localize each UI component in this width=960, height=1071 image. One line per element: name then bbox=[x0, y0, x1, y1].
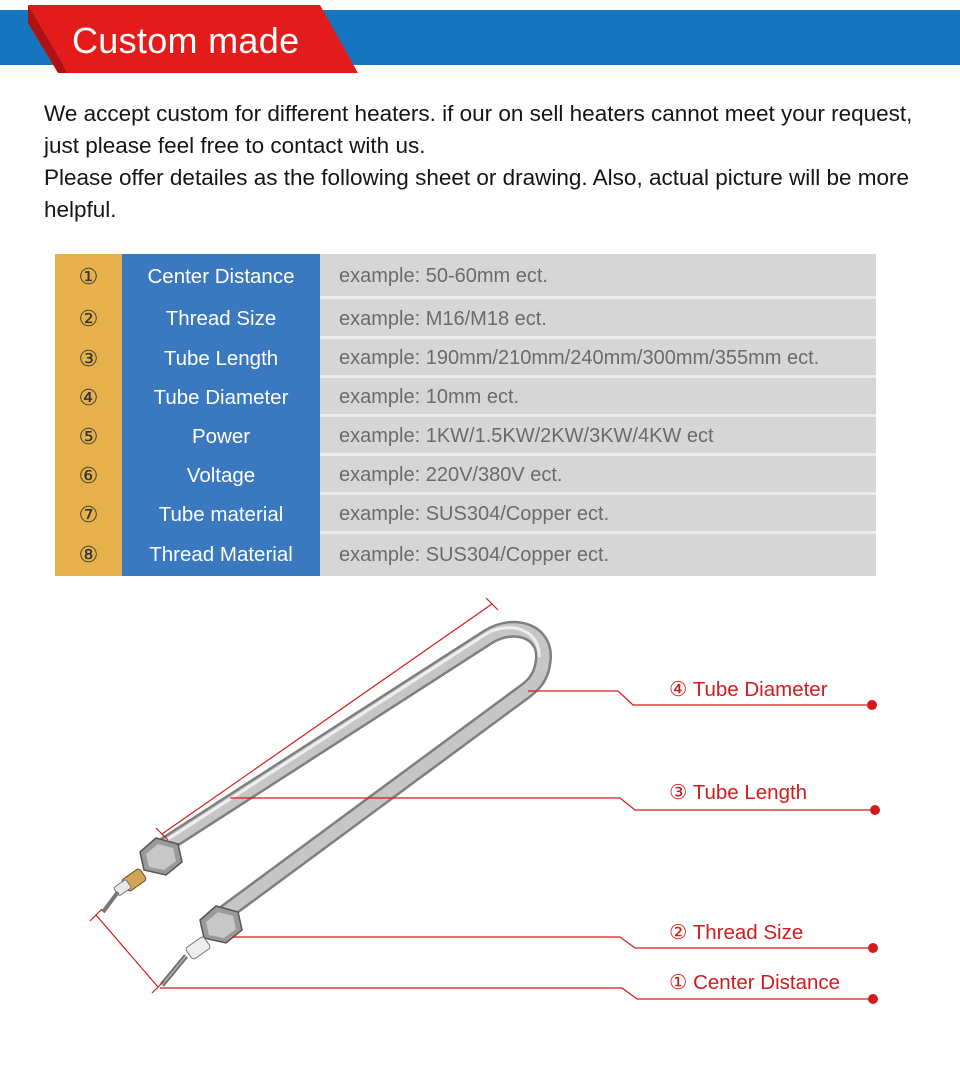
row-param: Tube material bbox=[122, 495, 320, 534]
dimension-lines bbox=[90, 598, 498, 993]
row-example: example: 1KW/1.5KW/2KW/3KW/4KW ect bbox=[320, 417, 876, 456]
row-number: ④ bbox=[55, 378, 122, 417]
row-param: Power bbox=[122, 417, 320, 456]
row-example: example: 10mm ect. bbox=[320, 378, 876, 417]
row-number: ⑤ bbox=[55, 417, 122, 456]
page-title: Custom made bbox=[72, 20, 300, 61]
callout-center-distance: ① Center Distance bbox=[669, 971, 841, 994]
callout-tube-length: ③ Tube Length bbox=[669, 781, 808, 804]
row-param: Tube Diameter bbox=[122, 378, 320, 417]
lower-fitting bbox=[162, 906, 242, 985]
row-example: example: SUS304/Copper ect. bbox=[320, 534, 876, 576]
heater-diagram bbox=[0, 590, 960, 1066]
row-param: Thread Material bbox=[122, 534, 320, 576]
row-param: Voltage bbox=[122, 456, 320, 495]
table-row bbox=[55, 339, 876, 378]
table-row bbox=[55, 299, 876, 339]
row-example: example: 190mm/210mm/240mm/300mm/355mm ect. bbox=[320, 339, 876, 378]
table-row bbox=[55, 417, 876, 456]
callout-tube-diameter: ④ Tube Diameter bbox=[669, 678, 828, 701]
row-example: example: SUS304/Copper ect. bbox=[320, 495, 876, 534]
row-param: Center Distance bbox=[122, 254, 320, 299]
row-number: ② bbox=[55, 299, 122, 339]
upper-fitting bbox=[103, 838, 182, 912]
table-row bbox=[55, 534, 876, 576]
table-row bbox=[55, 495, 876, 534]
intro-text bbox=[44, 98, 924, 226]
intro-paragraph-2: Please offer detailes as the following sheet or drawing. Also, actual picture will be more helpful. bbox=[44, 165, 910, 222]
callout-thread-size: ② Thread Size bbox=[669, 921, 804, 944]
row-number: ⑦ bbox=[55, 495, 122, 534]
row-param: Thread Size bbox=[122, 299, 320, 339]
row-number: ③ bbox=[55, 339, 122, 378]
spec-table bbox=[55, 254, 876, 576]
row-param: Tube Length bbox=[122, 339, 320, 378]
row-example: example: 50-60mm ect. bbox=[320, 254, 876, 299]
row-number: ⑧ bbox=[55, 534, 122, 576]
row-number: ⑥ bbox=[55, 456, 122, 495]
row-example: example: M16/M18 ect. bbox=[320, 299, 876, 339]
table-row bbox=[55, 378, 876, 417]
table-row bbox=[55, 456, 876, 495]
intro-paragraph-1: We accept custom for different heaters. if our on sell heaters cannot meet your request, just please feel free to contact with us. bbox=[44, 101, 913, 158]
leader-lines bbox=[160, 691, 875, 999]
table-row bbox=[55, 254, 876, 299]
row-number: ① bbox=[55, 254, 122, 299]
row-example: example: 220V/380V ect. bbox=[320, 456, 876, 495]
heater-tube bbox=[165, 628, 544, 912]
leader-endpoints bbox=[867, 700, 880, 1004]
